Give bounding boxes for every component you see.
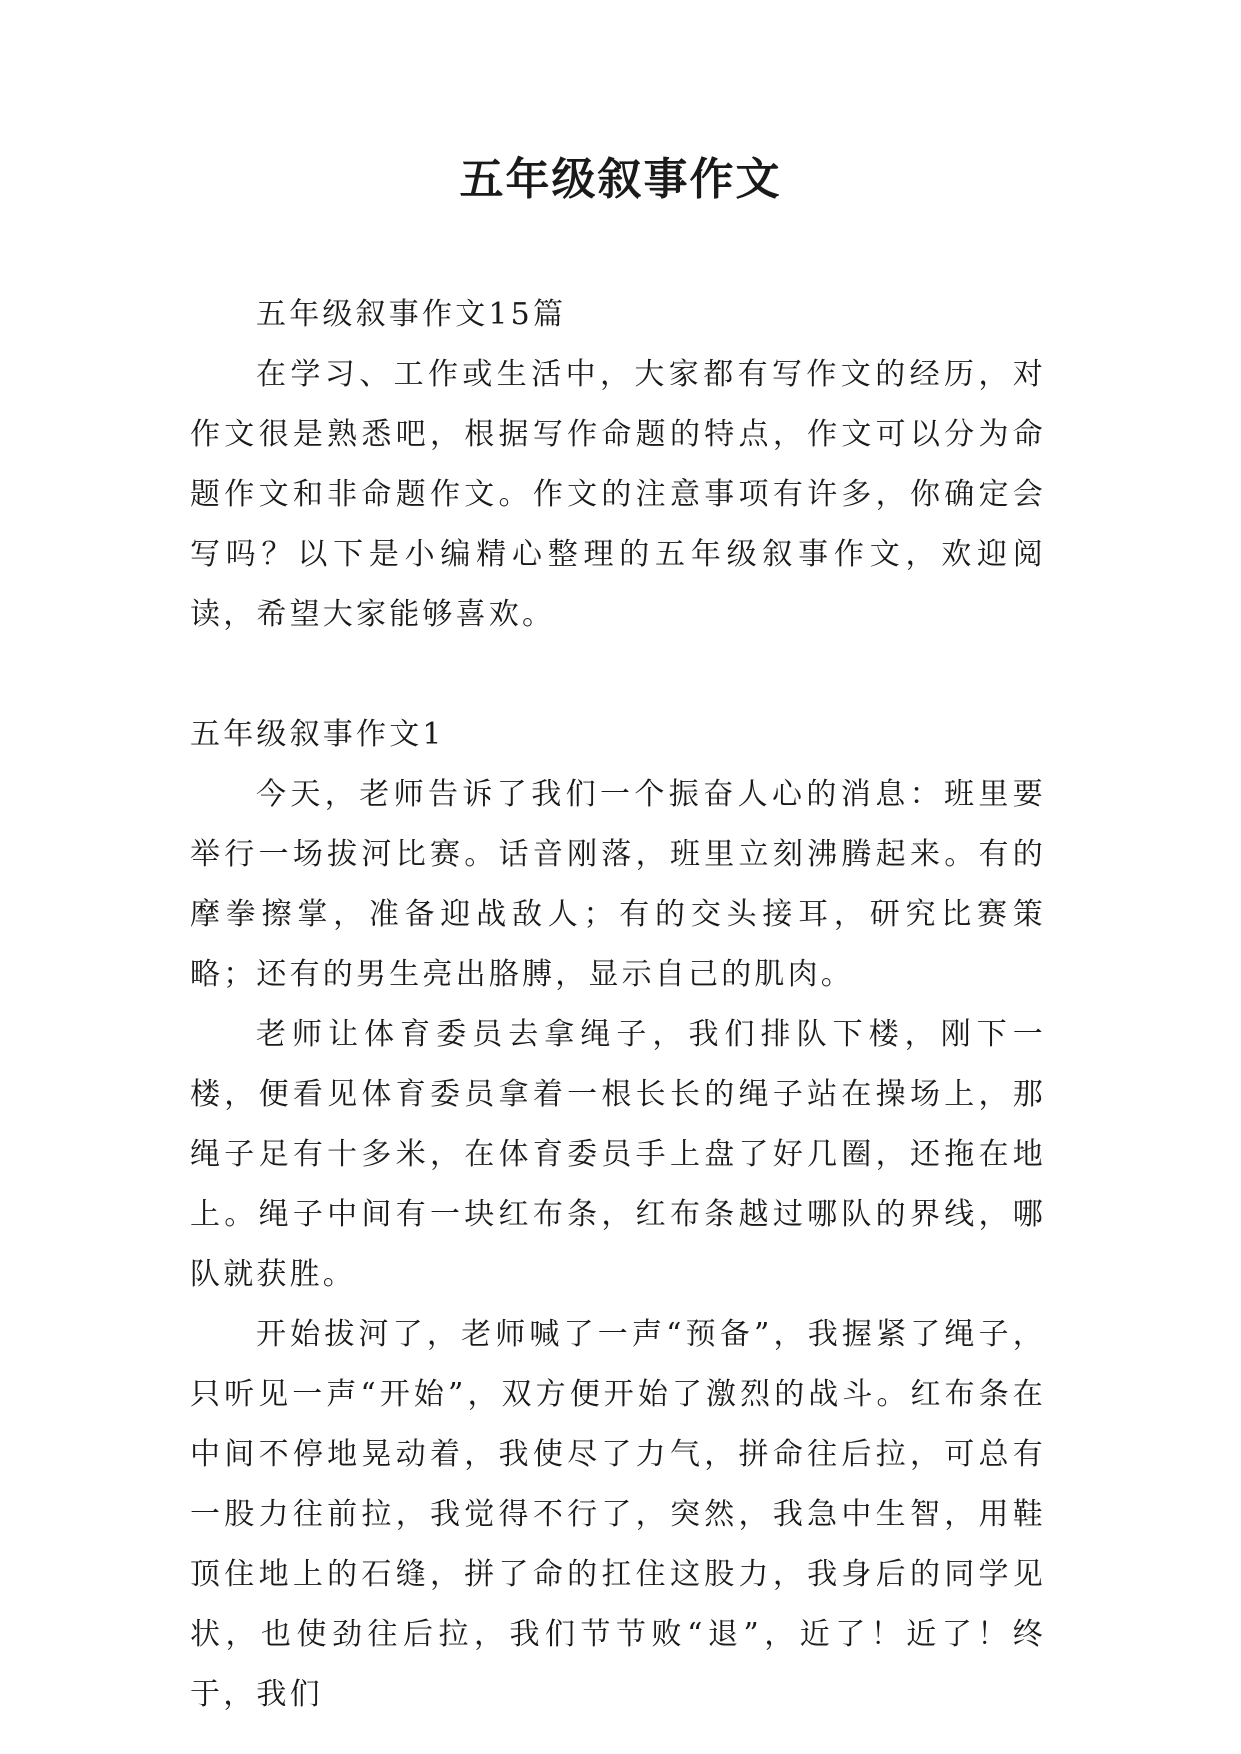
document-title: 五年级叙事作文 <box>459 154 782 205</box>
intro-paragraph: 在学习、工作或生活中，大家都有写作文的经历，对作文很是熟悉吧，根据写作命题的特点，作文可以分为命题作文和非命题作文。作文的注意事项有许多，你确定会写吗？以下是小编精心整理的五年级叙事作文，欢迎阅读，希望大家能够喜欢。 <box>190 357 1046 632</box>
document-body <box>190 285 1046 1725</box>
body-paragraph: 老师让体育委员去拿绳子，我们排队下楼，刚下一楼，便看见体育委员拿着一根长长的绳子站在操场上，那绳子足有十多米，在体育委员手上盘了好几圈，还拖在地上。绳子中间有一块红布条，红布条越过哪队的界线，哪队就获胜。 <box>190 1017 1046 1292</box>
document-subtitle: 五年级叙事作文15篇 <box>256 297 567 332</box>
body-paragraph: 今天，老师告诉了我们一个振奋人心的消息：班里要举行一场拔河比赛。话音刚落，班里立刻沸腾起来。有的摩拳擦掌，准备迎战敌人；有的交头接耳，研究比赛策略；还有的男生亮出胳膊，显示自己的肌肉。 <box>190 777 1046 992</box>
section-title: 五年级叙事作文1 <box>190 717 445 752</box>
body-paragraph: 开始拔河了，老师喊了一声“预备”，我握紧了绳子，只听见一声“开始”，双方便开始了激烈的战斗。红布条在中间不停地晃动着，我使尽了力气，拼命往后拉，可总有一股力往前拉，我觉得不行了，突然，我急中生智，用鞋顶住地上的石缝，拼了命的扛住这股力，我身后的同学见状，也使劲往后拉，我们节节败“退”，近了！近了！终于，我们 <box>190 1317 1046 1712</box>
